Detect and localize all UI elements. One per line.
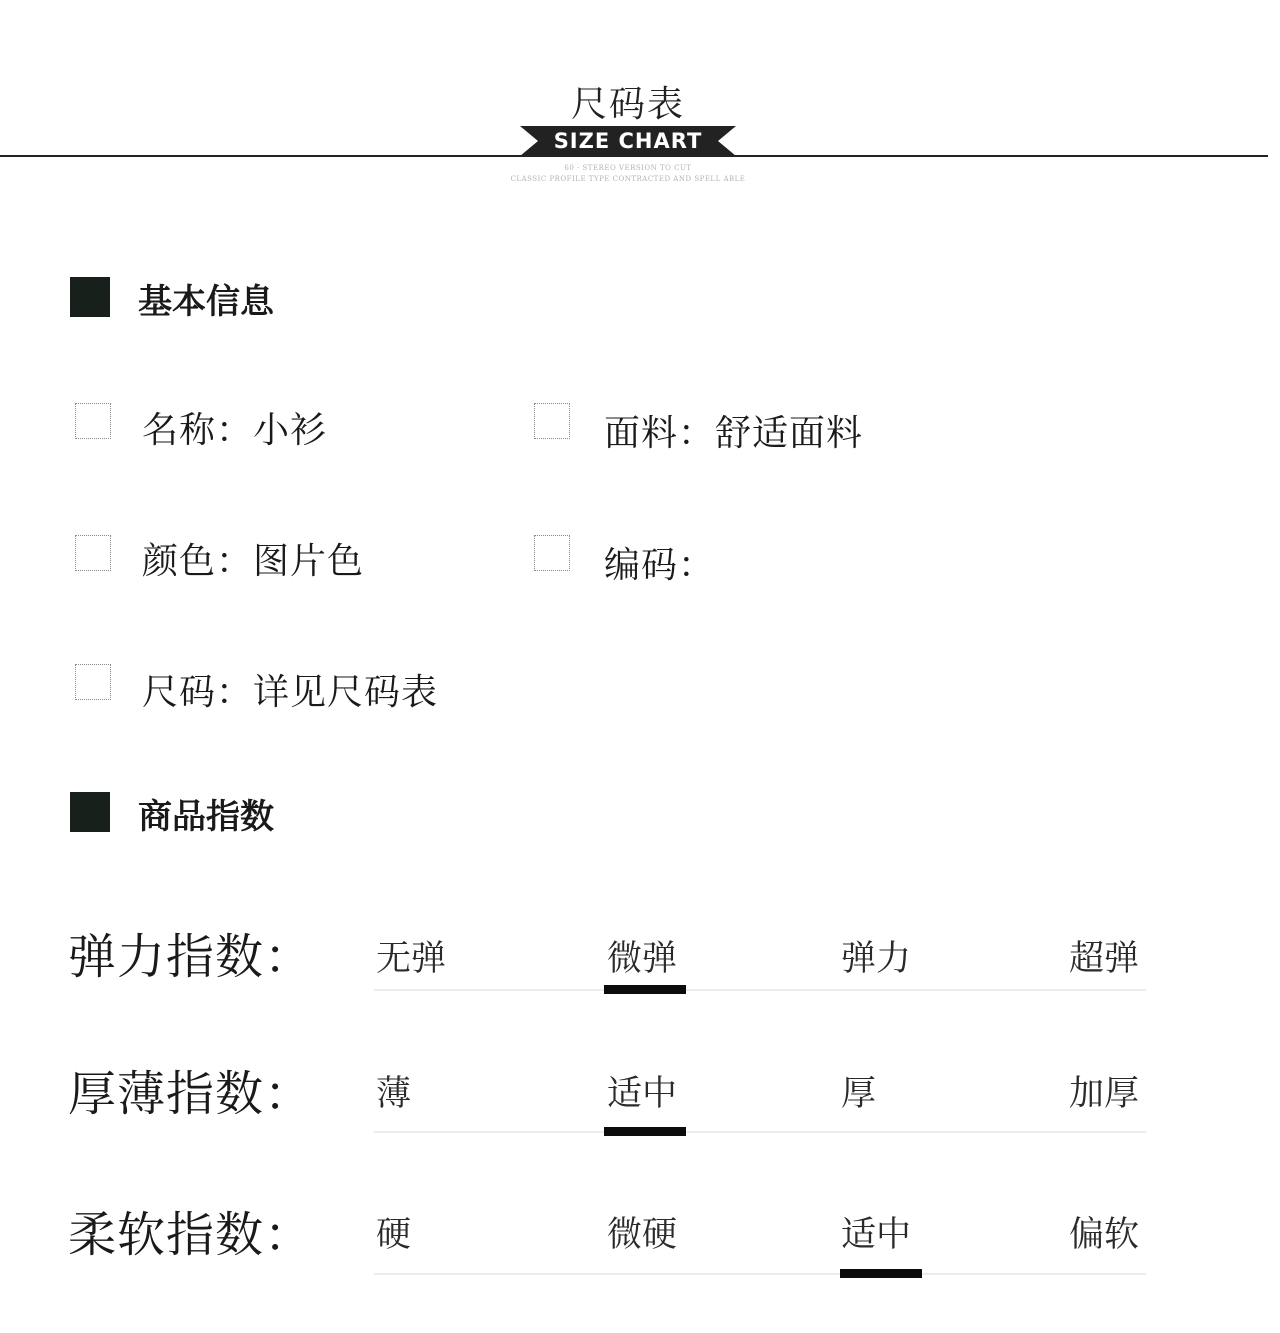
section-title-product-index: 商品指数	[138, 797, 274, 837]
option-label: 偏软	[1069, 1215, 1140, 1255]
option-label: 适中	[607, 1074, 678, 1114]
section-title-basic-info: 基本信息	[138, 282, 274, 322]
info-code: 编码：	[604, 545, 716, 586]
option-label: 厚	[841, 1074, 877, 1114]
selected-marker	[604, 985, 686, 994]
index-label-softness: 柔软指数：	[68, 1207, 314, 1263]
option-label: 加厚	[1069, 1074, 1140, 1114]
info-name: 名称：小衫	[142, 410, 328, 451]
option-label: 薄	[376, 1074, 412, 1114]
option-label: 无弹	[376, 939, 447, 979]
option-label: 微硬	[607, 1215, 678, 1255]
checkbox-code	[534, 535, 570, 571]
page-title: 尺码表	[570, 84, 685, 125]
info-fabric: 面料：舒适面料	[604, 413, 864, 454]
checkbox-size	[75, 664, 111, 700]
info-size: 尺码：详见尺码表	[142, 672, 439, 713]
index-track	[374, 1131, 1146, 1133]
index-label-elasticity: 弹力指数：	[68, 929, 314, 985]
banner-fine-print-2: CLASSIC PROFILE TYPE CONTRACTED AND SPELL ABLE	[510, 175, 746, 183]
index-label-thickness: 厚薄指数：	[68, 1066, 314, 1122]
info-color: 颜色：图片色	[142, 541, 365, 582]
selected-marker	[840, 1269, 922, 1278]
banner-fine-print-1: 60 · STEREO VERSION TO CUT	[564, 164, 692, 172]
index-track	[374, 989, 1146, 991]
checkbox-fabric	[534, 403, 570, 439]
selected-marker	[604, 1127, 686, 1136]
option-label: 超弹	[1069, 939, 1140, 979]
section-marker-basic-info	[70, 277, 110, 317]
checkbox-color	[75, 535, 111, 571]
section-marker-product-index	[70, 792, 110, 832]
size-chart-banner: SIZE CHART	[553, 129, 703, 153]
option-label: 适中	[841, 1215, 912, 1255]
option-label: 微弹	[607, 939, 678, 979]
option-label: 硬	[376, 1215, 412, 1255]
index-track	[374, 1273, 1146, 1275]
option-label: 弹力	[841, 939, 912, 979]
checkbox-name	[75, 403, 111, 439]
